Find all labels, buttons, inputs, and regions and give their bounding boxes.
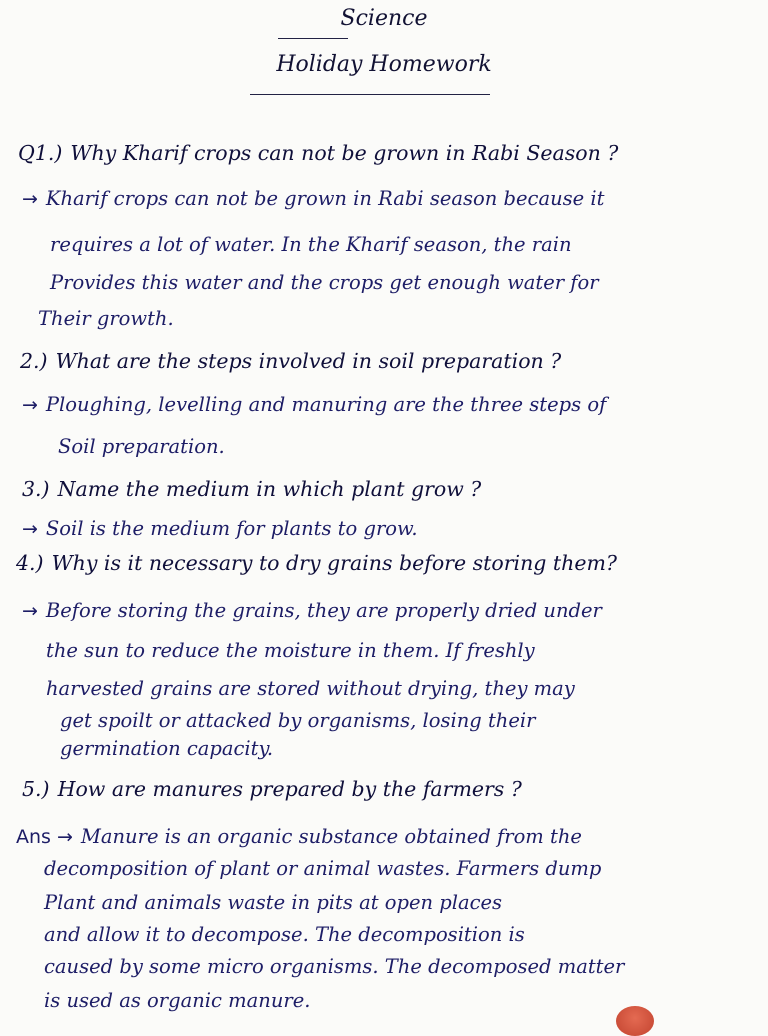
answer-text: Ploughing, levelling and manuring are the three steps of xyxy=(45,393,607,416)
answer-text: Soil is the medium for plants to grow. xyxy=(45,517,418,540)
answer-5-line-2: decomposition of plant or animal wastes. Farmers dump xyxy=(44,857,602,880)
question-3 xyxy=(22,476,481,502)
answer-4-line-4: get spoilt or attacked by organisms, losing their xyxy=(60,709,536,732)
answer-4-line-5: germination capacity. xyxy=(60,737,274,760)
answer-1-line-1 xyxy=(22,186,604,212)
answer-4-line-1 xyxy=(22,598,602,624)
arrow-icon: → xyxy=(22,394,38,416)
arrow-icon: → xyxy=(22,518,38,540)
question-number: 4.) xyxy=(16,551,44,575)
arrow-icon: → xyxy=(22,600,38,622)
question-number: 3.) xyxy=(22,477,50,501)
question-text: What are the steps involved in soil preparation ? xyxy=(55,349,562,373)
question-2 xyxy=(20,348,561,374)
question-number: Q1.) xyxy=(18,141,63,165)
answer-5-line-6: is used as organic manure. xyxy=(44,989,311,1012)
answer-text: Before storing the grains, they are properly dried under xyxy=(45,599,602,622)
question-5 xyxy=(22,776,522,802)
answer-text: Kharif crops can not be grown in Rabi season because it xyxy=(45,187,605,210)
question-text: Why is it necessary to dry grains before storing them? xyxy=(51,551,617,575)
answer-label: Ans → xyxy=(16,826,73,848)
answer-3-line-1 xyxy=(22,516,418,542)
answer-5-line-4: and allow it to decompose. The decomposition is xyxy=(44,923,525,946)
title-underline xyxy=(250,94,490,95)
answer-4-line-2: the sun to reduce the moisture in them. If freshly xyxy=(46,639,535,662)
question-text: Name the medium in which plant grow ? xyxy=(57,477,482,501)
subject-underline xyxy=(278,38,348,39)
answer-5-line-3: Plant and animals waste in pits at open places xyxy=(44,891,503,914)
answer-5-line-5: caused by some micro organisms. The decomposed matter xyxy=(44,955,625,978)
answer-text: Manure is an organic substance obtained from the xyxy=(80,825,582,848)
question-number: 2.) xyxy=(20,349,48,373)
question-number: 5.) xyxy=(22,777,50,801)
page-title: Holiday Homework xyxy=(276,52,492,77)
red-object-edge xyxy=(616,1006,654,1036)
answer-1-line-2: requires a lot of water. In the Kharif season, the rain xyxy=(50,233,572,256)
question-4 xyxy=(16,550,617,576)
question-1 xyxy=(18,140,618,166)
answer-5-line-1 xyxy=(16,824,582,850)
answer-1-line-3: Provides this water and the crops get enough water for xyxy=(50,271,599,294)
answer-4-line-3: harvested grains are stored without drying, they may xyxy=(46,677,575,700)
question-text: Why Kharif crops can not be grown in Rabi Season ? xyxy=(70,141,619,165)
arrow-icon: → xyxy=(22,188,38,210)
answer-2-line-1 xyxy=(22,392,606,418)
answer-2-line-2: Soil preparation. xyxy=(58,435,225,458)
answer-1-line-4: Their growth. xyxy=(38,307,174,330)
question-text: How are manures prepared by the farmers ? xyxy=(57,777,522,801)
subject-heading: Science xyxy=(340,6,428,31)
